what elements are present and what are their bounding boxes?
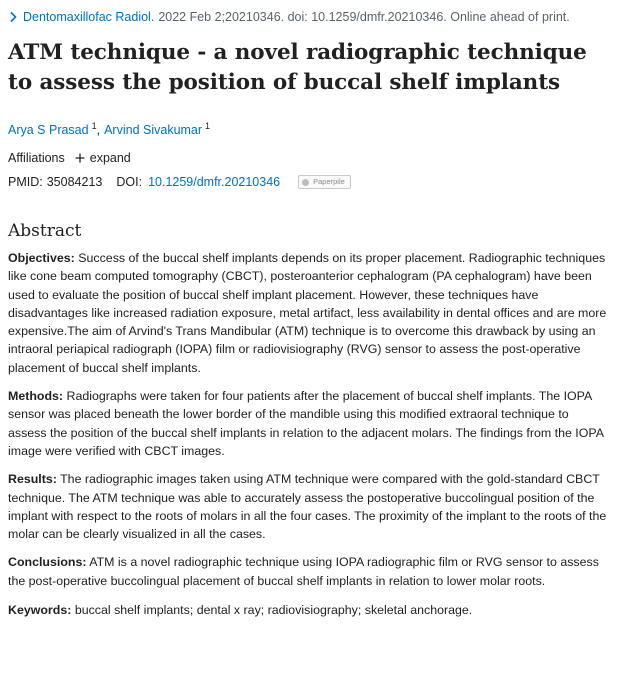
author-name: Arya S Prasad — [8, 123, 89, 137]
author-affiliation-ref[interactable]: 1 — [205, 121, 211, 131]
author-separator: , — [96, 123, 101, 137]
keywords-list: buccal shelf implants; dental x ray; radiovisiography; skeletal anchorage. — [74, 603, 473, 618]
expand-label: expand — [89, 151, 131, 165]
section-text: Radiographs were taken for four patients after the placement of buccal shelf implants. The IOPA sensor was placed beneath the lower border of the mandible using this modified extraoral technique to assess the position of the buccal shelf implants in relation to the adjacent molars. The findings from the IOPA image were verified with CBCT images. — [8, 389, 604, 458]
author-affiliation-ref[interactable]: 1 — [91, 121, 97, 131]
paperpile-button[interactable] — [298, 175, 351, 189]
authors-list — [8, 117, 609, 139]
affiliations-row — [8, 149, 609, 167]
doi-link[interactable]: 10.1259/dmfr.20210346 — [148, 175, 281, 189]
section-text: The radiographic images taken using ATM technique were compared with the gold-standard CBCT technique. The ATM technique was able to accurately assess the postoperative buccolingual position of the implant with respect to the roots of molars in all the four cases. The proximity of the implant to the roots of the molar can be clearly visualized in all the cases. — [8, 472, 607, 542]
chevron-right-icon[interactable] — [8, 11, 18, 23]
pmid-value: 35084213 — [46, 175, 103, 189]
section-text: Success of the buccal shelf implants depends on its proper placement. Radiographic techniques like cone beam computed tomography (CBCT), posteroanterior cephalogram (PA cephalogram) have been used to evaluate the position of buccal shelf implant placement. However, these techniques have disadvantages like increased radiation exposure, metal artifact, less availability in dental offices and are more expensive.The aim of Arvind's Trans Mandibular (ATM) technique is to overcome this drawback by using an intraoral periapical radiograph (IOPA) film or radiovisiography (RVG) sensor to assess the post-operative placement of buccal shelf implants. — [8, 251, 607, 375]
doi-label: DOI: — [116, 175, 143, 189]
pmid-label: PMID: — [8, 175, 43, 189]
journal-link[interactable]: Dentomaxillofac Radiol. — [23, 10, 155, 24]
section-label: Objectives: — [8, 251, 75, 265]
plus-icon — [75, 153, 85, 163]
abstract-results — [8, 470, 609, 543]
section-label: Conclusions: — [8, 555, 87, 570]
citation-details: 2022 Feb 2;20210346. doi: 10.1259/dmfr.20210346. Online ahead of print. — [158, 10, 570, 24]
article-title: ATM technique - a novel radiographic technique to assess the position of buccal shelf implants — [8, 40, 587, 95]
paperpile-icon — [302, 179, 309, 186]
author-name: Arvind Sivakumar — [104, 123, 203, 137]
abstract-objectives — [8, 249, 609, 377]
affiliations-label: Affiliations — [8, 151, 65, 165]
abstract-heading: Abstract — [8, 221, 82, 241]
keywords-label: Keywords: — [8, 603, 72, 618]
identifiers-row — [8, 173, 609, 191]
author-link[interactable] — [104, 123, 210, 137]
abstract-methods — [8, 387, 609, 460]
abstract-conclusions — [8, 553, 609, 590]
affiliations-expand-button[interactable] — [75, 149, 131, 167]
section-label: Methods: — [8, 389, 64, 404]
section-text: ATM is a novel radiographic technique using IOPA radiographic film or RVG sensor to assess the post-operative buccolingual placement of buccal shelf implants in relation to lower molar roots. — [8, 555, 599, 588]
section-label: Results: — [8, 472, 57, 487]
paperpile-label: Paperpile — [313, 177, 345, 186]
keywords-row — [8, 601, 609, 619]
citation-line — [8, 8, 609, 26]
author-link[interactable] — [8, 123, 97, 137]
